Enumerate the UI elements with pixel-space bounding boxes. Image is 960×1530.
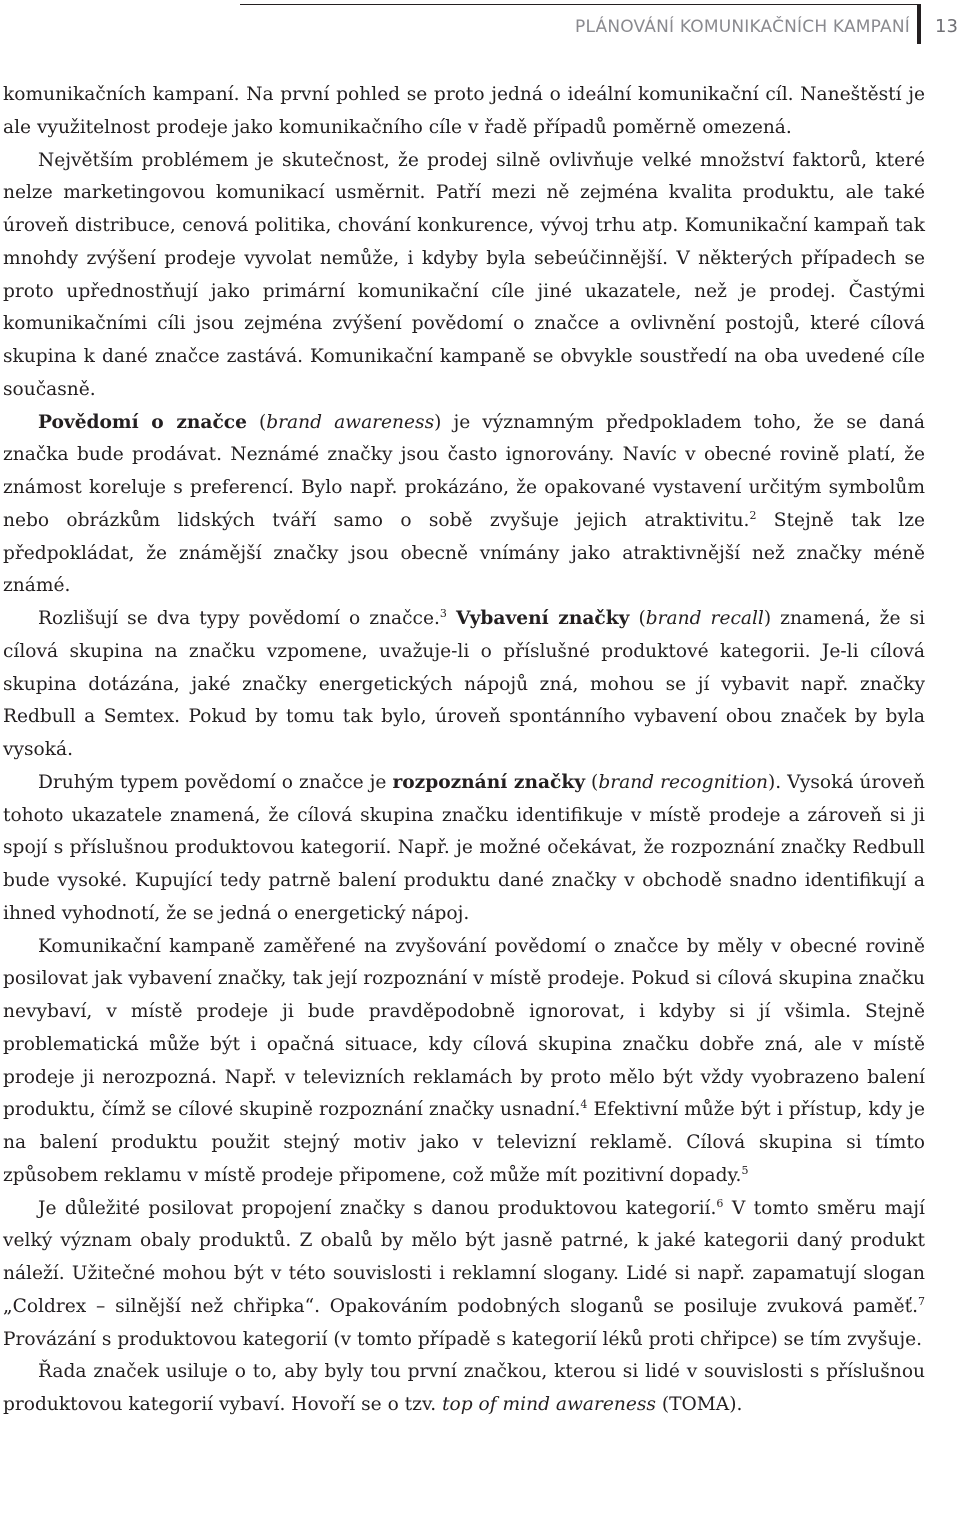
text-run: ( [585,771,599,793]
paragraph-6 [3,931,925,1193]
key-term: Vybavení značky [455,608,630,629]
text-run: ) je významným předpokladem toho, že se daná značka bude prodávat. Neznámé značky jsou často ignorovány. Navíc v obecné rovině platí, že známost koreluje s preferencí. Bylo např. prokázáno, že opakované vystavení určitým symbolům nebo obrázkům lidských tváří samo o sobě zvyšuje jejich atraktivitu. [3,411,925,531]
text-run: ( [629,608,646,629]
footnote-marker[interactable]: 3 [439,607,447,620]
page-number: 13 [935,16,958,37]
text-run [447,608,456,629]
text-run: V tomto směru mají velký význam obaly produktů. Z obalů by mělo být jasně patrné, k jaké kategorii daný produkt náleží. Užitečné mohou být v této souvislosti i reklamní slogany. Lidé si např. zapamatují slogan „Coldrex – silnější než chřipka“. Opakováním podobných sloganů se posiluje zvuková paměť. [3,1197,925,1317]
footnote-marker[interactable]: 6 [716,1196,724,1210]
header-rule [240,4,919,5]
text-run: Druhým typem povědomí o značce je [38,771,393,793]
key-term: Povědomí o značce [38,411,247,433]
paragraph-5 [3,767,925,931]
footnote-marker[interactable]: 7 [918,1294,925,1308]
text-run: Efektivní může být i přístup, kdy je na balení produktu použit stejný motiv jako v televizní reklamě. Cílová skupina si tímto způsobem reklamu v místě prodeje připomene, což může mít pozitivní dopady. [3,1099,925,1186]
text-run: Je důležité posilovat propojení značky s danou produktovou kategorií. [38,1197,717,1219]
text-run: Komunikační kampaně zaměřené na zvyšování povědomí o značce by měly v obecné rovině posilovat jak vybavení značky, tak její rozpoznání v místě prodeje. Pokud si cílová skupina značku nevybaví, v místě prodeje ji bude pravděpodobně ignorovat, i kdyby si jí všimla. Stejně problematická může být i opačná situace, kdy cílová skupina značku dobře zná, ale v místě prodeje ji nerozpozná. Např. v televizních reklamách by proto mělo být vždy vyobrazeno balení produktu, čímž se cílové skupině rozpoznání značky usnadní. [3,935,925,1121]
text-run: ( [246,411,267,433]
text-run: ) znamená, že si cílová skupina na značku vzpomene, uvažuje-li o příslušné produktové kategorii. Je-li cílová skupina dotázána, jaké značky energetických nápojů zná, mohou se jí vybavit např. značky Redbull a Semtex. Pokud by tomu tak bylo, úroveň spontánního vybavení obou značek by byla vysoká. [3,608,925,760]
paragraph-7 [3,1193,925,1357]
running-title: PLÁNOVÁNÍ KOMUNIKAČNÍCH KAMPANÍ [575,17,910,37]
paragraph-8 [3,1356,925,1422]
english-term: brand recall [645,608,764,629]
text-run: Provázání s produktovou kategorií (v tomto případě s kategorií léků proti chřipce) se tím zvyšuje. [3,1328,923,1350]
english-term: top of mind awareness [442,1394,656,1415]
paragraph-2: Největším problémem je skutečnost, že prodej silně ovlivňuje velké množství faktorů, které nelze marketingovou komunikací usměrnit. Patří mezi ně zejména kvalita produktu, ale také úroveň distribuce, cenová politika, chování konkurence, vývoj trhu atp. Komunikační kampaň tak mnohdy zvýšení prodeje vyvolat nemůže, i kdyby byla sebeúčinnější. V některých případech se proto upřednostňují jako primární komunikační cíle jiné ukazatele, než je prodej. Častými komunikačními cíli jsou zejména zvýšení povědomí o značce a ovlivnění postojů, které cílová skupina k dané značce zastává. Komunikační kampaně se obvykle soustředí na oba uvedené cíle současně. [3,149,925,400]
footnote-marker[interactable]: 5 [741,1163,749,1177]
text-run: Rozlišují se dva typy povědomí o značce. [38,608,440,629]
footnote-marker[interactable]: 4 [580,1098,588,1112]
text-run: Stejně tak lze předpokládat, že známější značky jsou obecně vnímány jako atraktivnější než značky méně známé. [3,509,925,597]
paragraph-4 [3,603,925,767]
text-run: ). Vysoká úroveň tohoto ukazatele znamená, že cílová skupina značku identifikuje v místě prodeje a zároveň si ji spojí s příslušnou produktovou kategorií. Např. je možné očekávat, že rozpoznání značky Redbull bude vysoké. Kupující tedy patrně balení produktu dané značky v obchodě snadno identifikují a ihned vyhodnotí, že se jedná o energetický nápoj. [3,771,926,924]
header-vertical-bar [917,4,921,44]
paragraph-3 [3,407,925,604]
footnote-marker[interactable]: 2 [749,508,757,522]
text-run: (TOMA). [655,1394,743,1415]
key-term: rozpoznání značky [392,771,586,793]
paragraph-1: komunikačních kampaní. Na první pohled se proto jedná o ideální komunikační cíl. Naneštěstí je ale využitelnost prodeje jako komunikačního cíle v řadě případů poměrně omezená. [3,84,925,138]
english-term: brand awareness [266,411,435,433]
english-term: brand recognition [598,771,768,793]
text-run: Řada značek usiluje o to, aby byly tou první značkou, kterou si lidé v souvislosti s příslušnou produktovou kategorií vybaví. Hovoří se o tzv. [3,1361,925,1415]
body-text [3,79,925,1422]
page-header [0,0,960,48]
